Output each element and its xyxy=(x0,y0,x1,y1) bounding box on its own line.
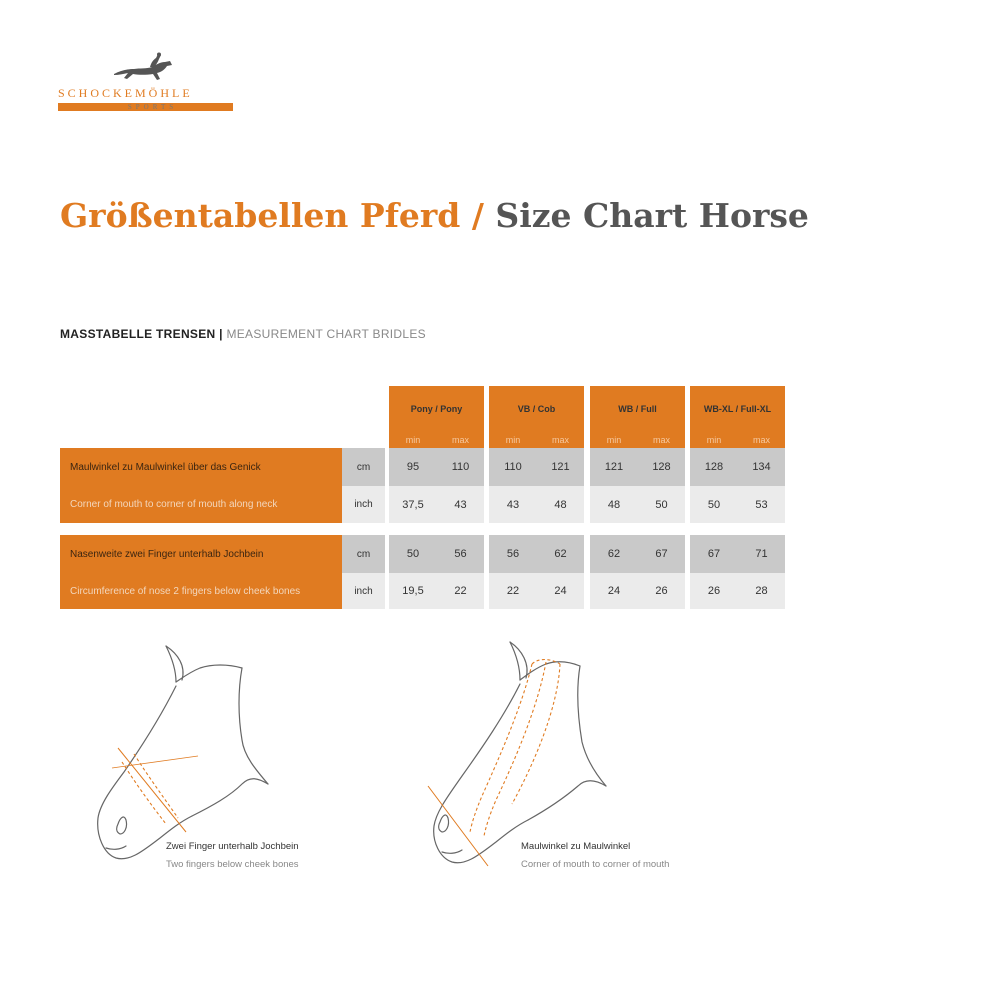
row-label: Circumference of nose 2 fingers below cheek bones xyxy=(60,573,342,609)
value-cell: 134 xyxy=(738,448,785,486)
brand-sub: SPORTS xyxy=(58,103,233,111)
value-cell: 26 xyxy=(690,573,738,609)
unit-label: cm xyxy=(342,448,385,486)
value-cell: 43 xyxy=(489,486,537,523)
horse-head-noseband-icon xyxy=(90,636,320,868)
illustration-caption-en: Two fingers below cheek bones xyxy=(166,859,299,870)
title-separator: / xyxy=(471,196,484,235)
max-label: max xyxy=(738,431,785,448)
min-label: min xyxy=(389,431,437,448)
illustration-caption-de: Maulwinkel zu Maulwinkel xyxy=(521,841,631,852)
section-heading-en: MEASUREMENT CHART BRIDLES xyxy=(226,327,426,341)
size-header: WB / Full xyxy=(590,386,685,431)
value-cell: 53 xyxy=(738,486,785,523)
horse-head-crownpiece-icon xyxy=(420,636,650,868)
title-en: Size Chart Horse xyxy=(495,196,809,235)
value-cell: 110 xyxy=(489,448,537,486)
section-heading xyxy=(60,327,426,341)
min-label: min xyxy=(590,431,638,448)
illustration-caption-de: Zwei Finger unterhalb Jochbein xyxy=(166,841,299,852)
max-label: max xyxy=(537,431,584,448)
brand-name: SCHOCKEMÖHLE xyxy=(58,86,193,100)
title-de: Größentabellen Pferd xyxy=(60,196,461,235)
value-cell: 71 xyxy=(738,535,785,573)
row-label: Corner of mouth to corner of mouth along neck xyxy=(60,486,342,523)
min-label: min xyxy=(690,431,738,448)
section-heading-de: MASSTABELLE TRENSEN xyxy=(60,327,216,341)
value-cell: 26 xyxy=(638,573,685,609)
value-cell: 22 xyxy=(437,573,484,609)
illustration-caption-en: Corner of mouth to corner of mouth xyxy=(521,859,670,870)
unit-label: cm xyxy=(342,535,385,573)
value-cell: 48 xyxy=(537,486,584,523)
value-cell: 128 xyxy=(690,448,738,486)
value-cell: 56 xyxy=(437,535,484,573)
value-cell: 62 xyxy=(537,535,584,573)
value-cell: 50 xyxy=(389,535,437,573)
size-header: VB / Cob xyxy=(489,386,584,431)
value-cell: 128 xyxy=(638,448,685,486)
value-cell: 62 xyxy=(590,535,638,573)
value-cell: 37,5 xyxy=(389,486,437,523)
brand-logo xyxy=(58,52,233,114)
unit-label: inch xyxy=(342,573,385,609)
max-label: max xyxy=(638,431,685,448)
value-cell: 95 xyxy=(389,448,437,486)
value-cell: 48 xyxy=(590,486,638,523)
value-cell: 28 xyxy=(738,573,785,609)
row-label: Maulwinkel zu Maulwinkel über das Genick xyxy=(60,448,342,486)
value-cell: 121 xyxy=(537,448,584,486)
horse-rider-icon xyxy=(110,52,180,82)
value-cell: 24 xyxy=(537,573,584,609)
section-heading-separator: | xyxy=(219,327,223,341)
value-cell: 22 xyxy=(489,573,537,609)
size-header: Pony / Pony xyxy=(389,386,484,431)
size-header: WB-XL / Full-XL xyxy=(690,386,785,431)
value-cell: 67 xyxy=(690,535,738,573)
value-cell: 19,5 xyxy=(389,573,437,609)
max-label: max xyxy=(437,431,484,448)
row-label: Nasenweite zwei Finger unterhalb Jochbein xyxy=(60,535,342,573)
value-cell: 121 xyxy=(590,448,638,486)
unit-label: inch xyxy=(342,486,385,523)
value-cell: 110 xyxy=(437,448,484,486)
value-cell: 50 xyxy=(638,486,685,523)
page-title xyxy=(60,196,809,235)
value-cell: 56 xyxy=(489,535,537,573)
value-cell: 43 xyxy=(437,486,484,523)
value-cell: 67 xyxy=(638,535,685,573)
value-cell: 24 xyxy=(590,573,638,609)
value-cell: 50 xyxy=(690,486,738,523)
min-label: min xyxy=(489,431,537,448)
